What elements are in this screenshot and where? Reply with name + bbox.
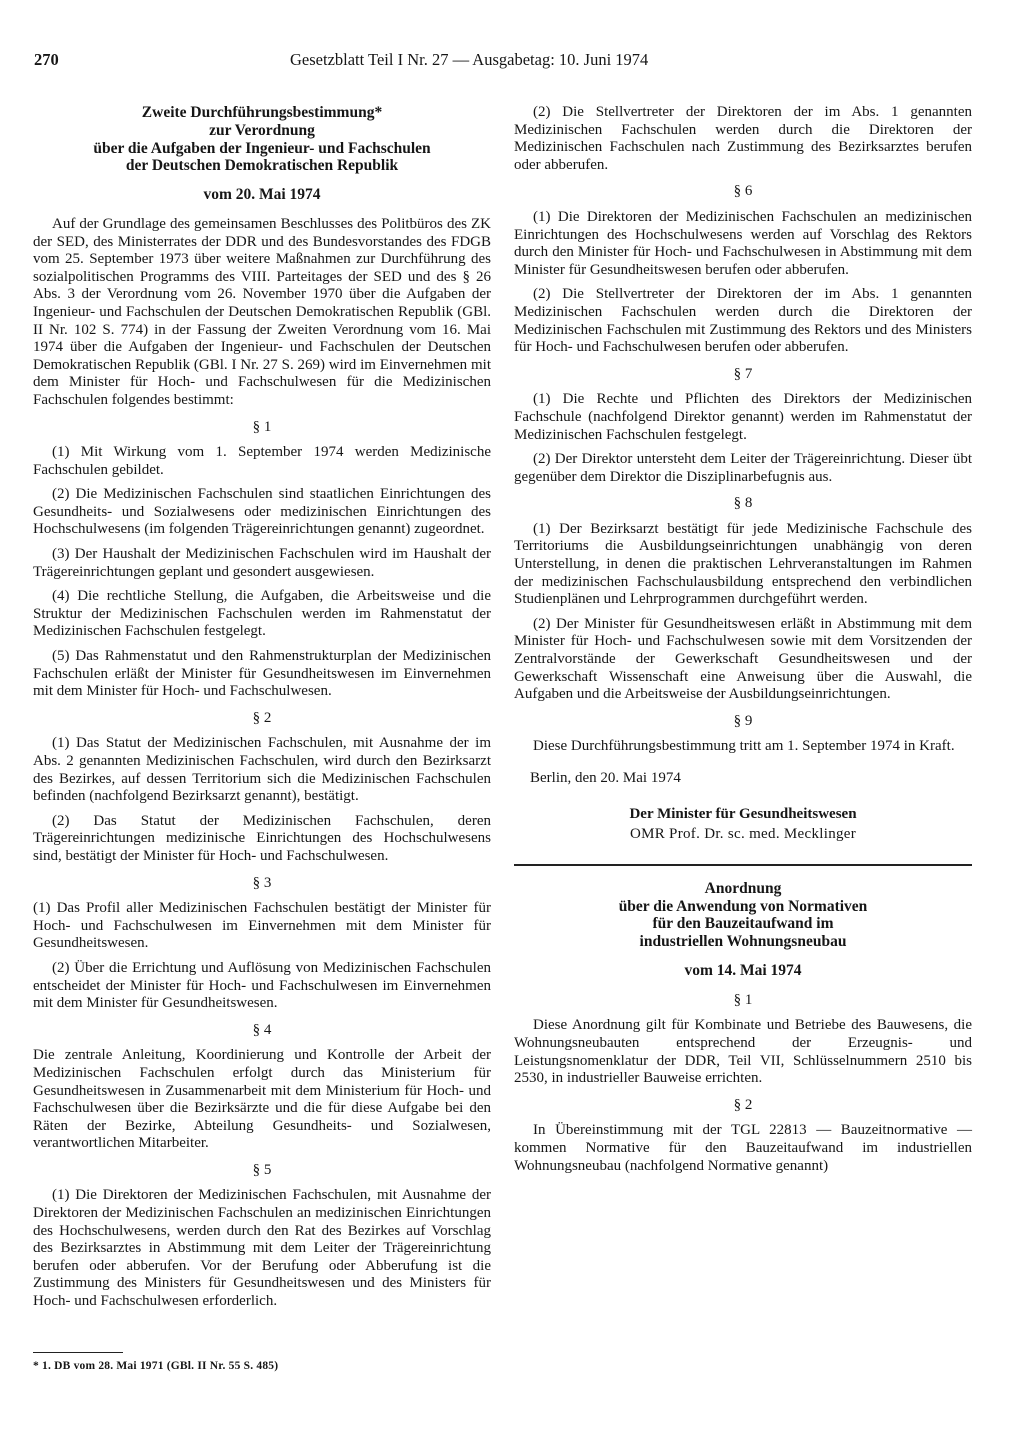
section-heading: § 9 bbox=[733, 712, 753, 729]
doc2-title-line: Anordnung bbox=[704, 879, 782, 897]
paragraph: (1) Der Bezirksarzt bestätigt für jede Medizinische Fachschule des Territoriums die Ausbildungseinrichtungen unabhängig von deren Unterstellung, in denen die praktischen Lehrveranstaltungen im Rahmen der medizinischen Fachschulausbildung entsprechend den verbindlichen Studienplänen und Lehrprogrammen durchgeführt werden. bbox=[514, 520, 972, 608]
paragraph: Die zentrale Anleitung, Koordinierung und Kontrolle der Arbeit der Medizinischen Fachschulen erfolgt durch das Ministerium für Gesundheitswesen in Zusammenarbeit mit dem Ministerium für Hoch- und Fachschulwesen über die Bezirksärzte und die für diese Aufgabe bei den Räten der Bezirke, Abteilung Gesundheits- und Sozialwesen, verantwortlichen Mitarbeiter. bbox=[33, 1047, 491, 1152]
doc1-date: vom 20. Mai 1974 bbox=[203, 186, 321, 204]
paragraph: (3) Der Haushalt der Medizinischen Fachschulen wird im Haushalt der Trägereinrichtungen geplant und gesondert ausgewiesen. bbox=[33, 546, 491, 580]
doc2-title bbox=[514, 880, 972, 980]
paragraph: (2) Über die Errichtung und Auflösung von Medizinischen Fachschulen entscheidet der Minister für Hoch- und Fachschulwesen im Einvernehmen mit dem Minister für Gesundheitswesen. bbox=[33, 959, 491, 1012]
doc1-preamble: Auf der Grundlage des gemeinsamen Beschlusses des Politbüros des ZK der SED, des Ministerrates der DDR und des Bundesvorstandes des FDGB vom 25. September 1973 über weitere Maßnahmen zur Durchführung des sozialpolitischen Programms des VIII. Parteitages der SED und des § 26 Abs. 3 der Verordnung vom 26. November 1970 über die Aufgaben der Ingenieur- und Fachschulen der Deutschen Demokratischen Republik (GBl. II Nr. 102 S. 774) in der Fassung der Zweiten Verordnung vom 16. Mai 1974 über die Aufgaben der Ingenieur- und Fachschulen der Deutschen Demokratischen Republik (GBl. I Nr. 27 S. 269) wird im Einvernehmen mit dem Minister für Hoch- und Fachschulwesen für die Medizinischen Fachschulen folgendes bestimmt: bbox=[33, 215, 491, 408]
section-heading: § 1 bbox=[733, 991, 753, 1008]
section-heading: § 3 bbox=[252, 874, 272, 891]
paragraph: (2) Der Minister für Gesundheitswesen erläßt in Abstimmung mit dem Minister für Hoch- und Fachschulwesen sowie mit dem Vorsitzenden der Zentralvorstände der Gewerkschaft Gesundheitswesen und der Gewerkschaft Wissenschaft eine Anweisung über die Auswahl, die Aufgaben und die Arbeitsweise der Ausbildungseinrichtungen. bbox=[514, 615, 972, 703]
closing-block bbox=[514, 770, 972, 844]
doc1-title-line: zur Verordnung bbox=[209, 121, 315, 139]
doc2-title-line: über die Anwendung von Normativen bbox=[618, 897, 868, 915]
right-column bbox=[514, 104, 972, 1182]
paragraph: Diese Durchführungsbestimmung tritt am 1. September 1974 in Kraft. bbox=[533, 738, 955, 755]
paragraph: (2) Die Stellvertreter der Direktoren der im Abs. 1 genannten Medizinischen Fachschulen werden durch die Direktoren der Medizinischen Fachschulen mit Zustimmung des Rektors und des Ministers für Hoch- und Fachschulwesen berufen oder abberufen. bbox=[514, 286, 972, 356]
place-date: Berlin, den 20. Mai 1974 bbox=[530, 770, 681, 786]
section-heading: § 7 bbox=[733, 365, 753, 382]
section-heading: § 2 bbox=[733, 1096, 753, 1113]
paragraph: (1) Die Direktoren der Medizinischen Fachschulen, mit Ausnahme der Direktoren der Medizinischen Fachschulen an medizinischen Einrichtungen des Hochschulwesens, werden durch den Rat des Bezirkes auf Vorschlag des Bezirksarztes in Abstimmung mit dem Leiter der Trägereinrichtung berufen oder abberufen. Vor der Berufung oder Abberufung ist die Zustimmung des Ministers für Gesundheitswesen und des Ministers für Hoch- und Fachschulwesen erforderlich. bbox=[33, 1187, 491, 1310]
doc1-title-line: Zweite Durchführungsbestimmung* bbox=[141, 104, 383, 121]
footnote-rule bbox=[33, 1352, 123, 1353]
doc1-title-line: der Deutschen Demokratischen Republik bbox=[125, 157, 399, 175]
signature-block bbox=[514, 806, 972, 844]
paragraph: (5) Das Rahmenstatut und den Rahmenstrukturplan der Medizinischen Fachschulen erläßt der Minister für Gesundheitswesen im Einvernehmen mit dem Minister für Hoch- und Fachschulwesen. bbox=[33, 648, 491, 700]
left-column bbox=[33, 104, 491, 1318]
paragraph: (1) Mit Wirkung vom 1. September 1974 werden Medizinische Fachschulen gebildet. bbox=[33, 444, 491, 478]
paragraph: (1) Die Rechte und Pflichten des Direktors der Medizinischen Fachschule (nachfolgend Direktor genannt) werden im Rahmenstatut der Medizinischen Fachschulen festgelegt. bbox=[514, 391, 972, 443]
doc2-title-line: industriellen Wohnungsneubau bbox=[639, 933, 847, 951]
doc1-title bbox=[33, 104, 491, 204]
footnote: * 1. DB vom 28. Mai 1971 (GBl. II Nr. 55 S. 485) bbox=[33, 1360, 279, 1372]
section-heading: § 2 bbox=[252, 709, 272, 726]
paragraph: (2) Die Stellvertreter der Direktoren der im Abs. 1 genannten Medizinischen Fachschulen werden durch die Direktoren der Medizinischen Fachschulen nach Zustimmung des Bezirksarztes berufen oder abberufen. bbox=[514, 104, 972, 173]
paragraph: (1) Das Statut der Medizinischen Fachschulen, mit Ausnahme der im Abs. 2 genannten Medizinischen Fachschulen, wird durch den Bezirksarzt des Bezirkes, auf dessen Territorium sich die Medizinischen Fachschulen befinden (nachfolgend Bezirksarzt genannt), bestätigt. bbox=[33, 735, 491, 805]
document-divider bbox=[514, 864, 972, 866]
paragraph: (2) Die Medizinischen Fachschulen sind staatlichen Einrichtungen des Gesundheits- und Sozialwesens oder medizinischen Einrichtungen des Hochschulwesens (im folgenden Trägereinrichtungen genannt) zugeordnet. bbox=[33, 486, 491, 538]
paragraph: (2) Der Direktor untersteht dem Leiter der Trägereinrichtung. Dieser übt gegenüber dem Direktor die Disziplinarbefugnis aus. bbox=[514, 451, 972, 485]
paragraph: (4) Die rechtliche Stellung, die Aufgaben, die Arbeitsweise und die Struktur der Medizinischen Fachschulen werden im Rahmenstatut der Medizinischen Fachschulen festgelegt. bbox=[33, 588, 491, 640]
section-heading: § 8 bbox=[733, 495, 753, 512]
page-number: 270 bbox=[34, 50, 59, 69]
section-heading: § 6 bbox=[733, 183, 753, 200]
gazette-header: Gesetzblatt Teil I Nr. 27 — Ausgabetag: 10. Juni 1974 bbox=[290, 50, 649, 69]
doc1-title-line: über die Aufgaben der Ingenieur- und Fachschulen bbox=[93, 139, 431, 157]
paragraph: (1) Die Direktoren der Medizinischen Fachschulen an medizinischen Einrichtungen des Hochschulwesens werden auf Vorschlag des Rektors durch den Minister für Hoch- und Fachschulwesen in Abstimmung mit dem Minister für Gesundheitswesen berufen oder abberufen. bbox=[514, 208, 972, 278]
doc2-title-line: für den Bauzeitaufwand im bbox=[652, 915, 834, 933]
signatory-role: Der Minister für Gesundheitswesen bbox=[629, 805, 857, 822]
paragraph: (2) Das Statut der Medizinischen Fachschulen, deren Trägereinrichtungen medizinische Einrichtungen des Hochschulwesens sind, bestätigt der Minister für Hoch- und Fachschulwesen. bbox=[33, 812, 491, 864]
paragraph: Diese Anordnung gilt für Kombinate und Betriebe des Bauwesens, die Wohnungsneubauten entsprechend der Erzeugnis- und Leistungsnomenklatur der DDR, Teil VII, Schlüsselnummern 2510 bis 2530, in industrieller Bauweise errichten. bbox=[514, 1017, 972, 1087]
section-heading: § 4 bbox=[252, 1021, 272, 1038]
signatory-name: OMR Prof. Dr. sc. med. Mecklinger bbox=[629, 826, 857, 843]
section-heading: § 5 bbox=[252, 1161, 272, 1178]
page-header bbox=[34, 50, 968, 74]
paragraph: (1) Das Profil aller Medizinischen Fachschulen bestätigt der Minister für Hoch- und Fachschulwesen im Einvernehmen mit dem Minister für Gesundheitswesen. bbox=[33, 900, 491, 952]
doc2-date: vom 14. Mai 1974 bbox=[684, 961, 802, 979]
paragraph: In Übereinstimmung mit der TGL 22813 — Bauzeitnormative — kommen Normative für den Bauzeitaufwand im industriellen Wohnungsneubau (nachfolgend Normative genannt) bbox=[514, 1122, 972, 1174]
section-heading: § 1 bbox=[252, 418, 272, 435]
